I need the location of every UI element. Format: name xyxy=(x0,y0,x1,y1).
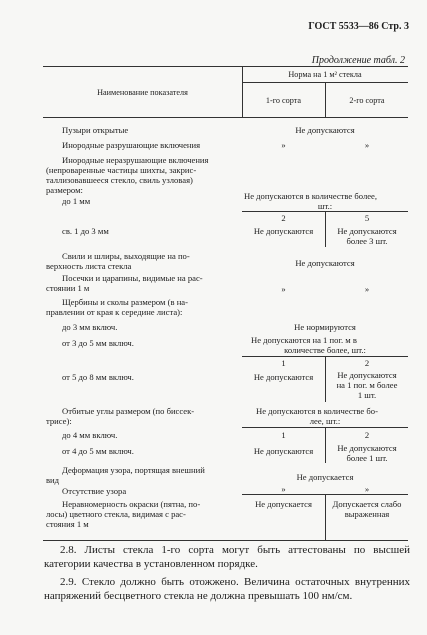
count-grade1: 1 xyxy=(281,430,286,440)
row-name: (непроваренные частицы шихты, закрис- xyxy=(46,165,197,175)
row-name: Отбитые углы размером (по биссек- xyxy=(62,406,195,416)
row-value-grade2: более 1 шт. xyxy=(346,453,388,463)
row-value-grade2: Не допускаются xyxy=(337,226,397,236)
row-name: от 3 до 5 мм включ. xyxy=(62,338,134,348)
count-grade2: 5 xyxy=(364,213,370,223)
row-name: от 4 до 5 мм включ. xyxy=(62,446,134,456)
row-value-grade2: » xyxy=(364,140,370,150)
row-name: стоянии 1 м xyxy=(46,283,90,293)
col-name-header: Наименование показателя xyxy=(97,88,188,97)
paragraph-2-8: 2.8. Листы стекла 1-го сорта могут быть аттестованы по высшей категории качества в установленном порядке. xyxy=(44,544,410,570)
row-value-grade1: » xyxy=(281,284,286,294)
row-name: Свили и шлиры, выходящие на по- xyxy=(62,251,190,261)
row-value: Не нормируются xyxy=(294,322,356,332)
row-name: Инородные разрушающие включения xyxy=(62,140,201,150)
row-name: Инородные неразрушающие включения xyxy=(62,155,209,165)
row-value-grade2: 1 шт. xyxy=(357,390,377,400)
row-value-grade1: » xyxy=(281,140,286,150)
row-name: размером: xyxy=(46,185,83,195)
count-grade1: 2 xyxy=(281,213,286,223)
row-value: Не допускаются на 1 пог. м в xyxy=(251,335,357,345)
row-name: до 4 мм включ. xyxy=(62,430,118,440)
row-value: шт.: xyxy=(317,201,333,211)
row-name: Щербины и сколы размером (в на- xyxy=(62,297,188,307)
row-value-grade2: на 1 пог. м более xyxy=(336,380,398,390)
row-value: Не допускаются xyxy=(295,125,355,135)
row-value: лее, шт.: xyxy=(309,416,341,426)
count-grade2: 2 xyxy=(364,430,370,440)
count-grade1: 1 xyxy=(281,358,286,368)
row-name: Неравномерность окраски (пятна, по- xyxy=(62,499,201,509)
continuation-label: Продолжение табл. 2 xyxy=(311,55,405,66)
col-norm-header: Норма на 1 м² стекла xyxy=(288,70,362,79)
row-value: Не допускается xyxy=(296,472,354,482)
row-value-grade2: Допускается слабо xyxy=(332,499,402,509)
row-name: лосы) цветного стекла, видимая с рас- xyxy=(46,509,186,519)
row-value-grade2: более 3 шт. xyxy=(346,236,388,246)
row-name: до 3 мм включ. xyxy=(62,322,118,332)
row-name: правлении от края к середине листа): xyxy=(46,307,183,317)
col-grade2-header: 2-го сорта xyxy=(349,96,385,105)
row-value: Не допускаются в количестве бо- xyxy=(256,406,378,416)
row-name: трисе): xyxy=(46,416,72,426)
row-value: Не допускаются в количестве более, xyxy=(244,191,378,201)
row-value-grade1: Не допускаются xyxy=(253,446,314,456)
row-value-grade2: » xyxy=(364,484,370,494)
table-top-rule xyxy=(43,66,408,67)
table-bottom-rule xyxy=(43,540,408,541)
row-name: вид xyxy=(46,475,60,485)
row-value-grade1: Не допускаются xyxy=(253,372,314,382)
col-grade1-header: 1-го сорта xyxy=(265,96,302,105)
row-value-grade2: Не допускаются xyxy=(337,370,397,380)
count-grade2: 2 xyxy=(364,358,370,368)
row-value-grade2: » xyxy=(364,284,370,294)
page-header: ГОСТ 5533—86 Стр. 3 xyxy=(308,21,409,32)
row-name: Пузыри открытые xyxy=(62,125,129,135)
row-value: Не допускаются xyxy=(295,258,355,268)
row-name: от 5 до 8 мм включ. xyxy=(62,372,134,382)
row-name: стояния 1 м xyxy=(46,519,89,529)
row-value: количестве более, шт.: xyxy=(284,345,366,355)
row-value-grade2: Не допускаются xyxy=(337,443,397,453)
row-value-grade1: » xyxy=(281,484,286,494)
paragraph-2-9: 2.9. Стекло должно быть отожжено. Величина остаточных внутренних напряжений бесцветного стекла не должна превышать 100 нм/см. xyxy=(44,576,410,602)
row-name: до 1 мм xyxy=(62,196,91,206)
row-name: Отсутствие узора xyxy=(62,486,127,496)
row-value-grade1: Не допускается xyxy=(255,499,312,509)
row-name: таллизовавшееся стекло, свиль узловая) xyxy=(46,175,193,185)
row-name: св. 1 до 3 мм xyxy=(62,226,109,236)
row-name: верхность листа стекла xyxy=(46,261,132,271)
table-header-rule xyxy=(43,117,408,118)
row-name: Деформация узора, портящая внешний xyxy=(62,465,205,475)
row-value-grade1: Не допускаются xyxy=(253,226,314,236)
row-value-grade2: выраженная xyxy=(344,509,390,519)
row-name: Посечки и царапины, видимые на рас- xyxy=(62,273,203,283)
